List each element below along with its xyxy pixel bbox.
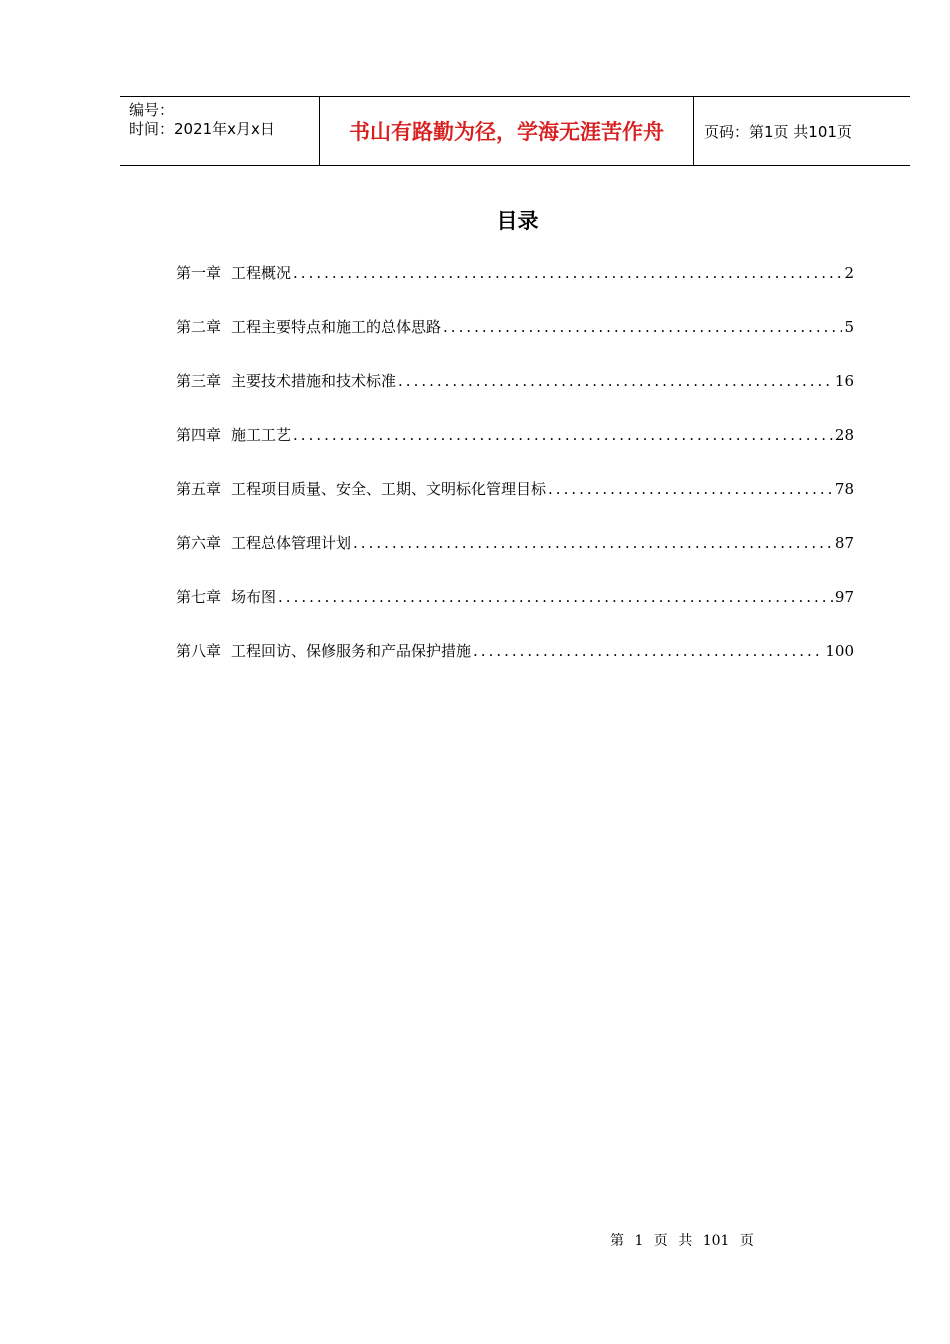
toc-entry[interactable] [176,640,854,694]
toc-page-number: 97 [834,588,854,606]
toc-page-number: 16 [834,372,854,390]
toc-dot-leader [293,264,842,282]
page-header [120,96,910,166]
header-page-info: 页码：第1页 共101页 [704,122,852,141]
toc-chapter: 第三章 [176,372,222,390]
toc-chapter: 第五章 [176,480,222,498]
header-meta [120,97,320,165]
toc-entry-title: 工程回访、保修服务和产品保护措施 [231,642,472,660]
toc-chapter: 第七章 [176,588,222,606]
toc-chapter: 第一章 [176,264,222,282]
toc-entry[interactable] [176,424,854,478]
toc-entry[interactable] [176,262,854,316]
toc-entry[interactable] [176,532,854,586]
toc-entry-title: 主要技术措施和技术标准 [231,372,397,390]
toc-title: 目录 [496,209,539,233]
toc-page-number: 5 [844,318,854,336]
toc-entry-title: 工程概况 [231,264,292,282]
toc-entry-title: 工程项目质量、安全、工期、文明标化管理目标 [231,480,547,498]
table-of-contents [176,262,854,694]
toc-entry[interactable] [176,586,854,640]
toc-entry[interactable] [176,478,854,532]
page-footer: 第 1 页 共 101 页 [610,1233,754,1249]
toc-dot-leader [278,588,833,606]
toc-page-number: 28 [834,426,854,444]
toc-dot-leader [548,480,833,498]
toc-entry-title: 场布图 [231,588,277,606]
toc-entry-title: 工程主要特点和施工的总体思路 [231,318,442,336]
document-time: 时间：2021年x月x日 [129,120,275,138]
toc-entry-title: 施工工艺 [231,426,292,444]
document-number-label: 编号： [129,101,175,119]
toc-page-number: 100 [825,642,854,660]
toc-page-number: 78 [834,480,854,498]
toc-page-number: 2 [844,264,854,282]
toc-chapter: 第四章 [176,426,222,444]
toc-dot-leader [293,426,833,444]
toc-entry[interactable] [176,370,854,424]
toc-entry[interactable] [176,316,854,370]
toc-dot-leader [398,372,833,390]
toc-dot-leader [473,642,823,660]
toc-chapter: 第八章 [176,642,222,660]
toc-dot-leader [443,318,842,336]
toc-dot-leader [353,534,833,552]
toc-chapter: 第六章 [176,534,222,552]
toc-chapter: 第二章 [176,318,222,336]
header-motto: 书山有路勤为径，学海无涯苦作舟 [320,97,694,165]
toc-page-number: 87 [834,534,854,552]
toc-entry-title: 工程总体管理计划 [231,534,352,552]
